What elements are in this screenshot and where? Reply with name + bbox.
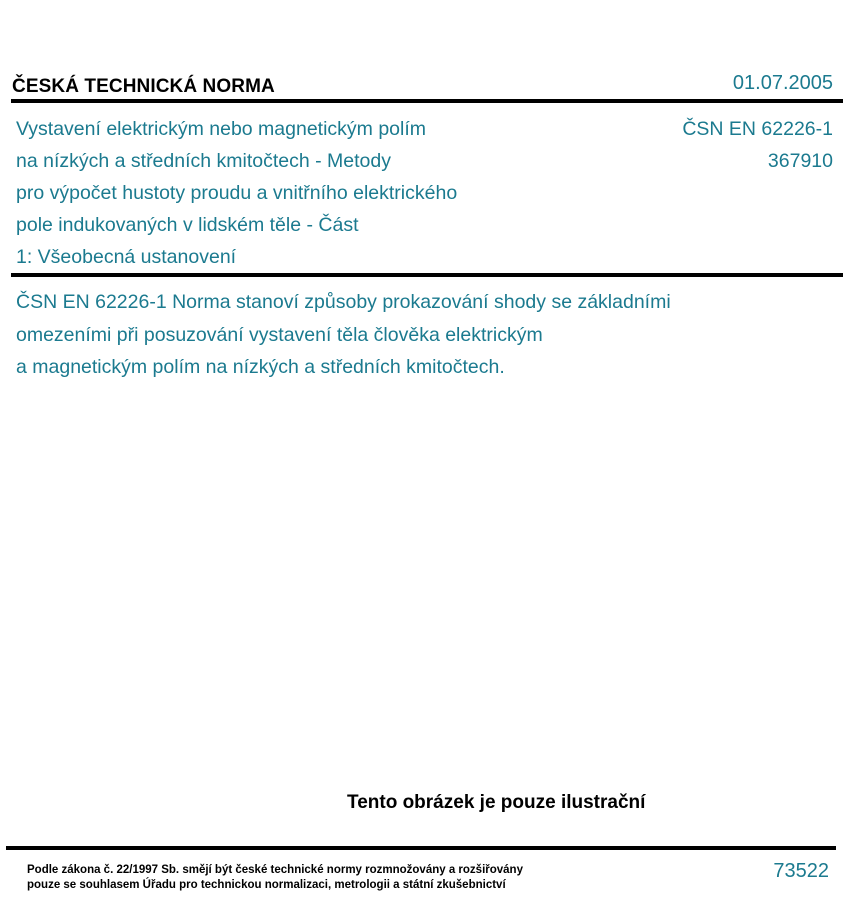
legal-line: Podle zákona č. 22/1997 Sb. smějí být české technické normy rozmnožovány a rozšiřovány [27, 864, 523, 876]
title-line: na nízkých a středních kmitočtech - Metody [16, 150, 391, 172]
middle-divider [11, 273, 843, 277]
legal-notice [27, 863, 523, 893]
abstract-line: ČSN EN 62226-1 Norma stanoví způsoby prokazování shody se základními [16, 291, 671, 313]
standard-identifiers [682, 113, 833, 177]
standard-code: ČSN EN 62226-1 [682, 118, 833, 140]
standard-title [16, 113, 576, 273]
abstract-line: omezeními při posuzování vystavení těla člověka elektrickým [16, 323, 543, 346]
top-divider [11, 99, 843, 103]
title-line: 1: Všeobecná ustanovení [16, 246, 237, 268]
footer-divider [6, 846, 836, 850]
title-line: Vystavení elektrickým nebo magnetickým polím [16, 118, 427, 140]
legal-line: pouze se souhlasem Úřadu pro technickou normalizaci, metrologii a státní zkušebnictví [27, 879, 506, 891]
document-number: 73522 [773, 860, 829, 882]
page-heading: ČESKÁ TECHNICKÁ NORMA [12, 76, 275, 97]
class-number: 367910 [767, 150, 833, 172]
title-line: pro výpočet hustoty proudu a vnitřního elektrického [16, 182, 458, 204]
publication-date: 01.07.2005 [732, 72, 833, 94]
illustration-note: Tento obrázek je pouze ilustrační [347, 792, 646, 813]
abstract-line: a magnetickým polím na nízkých a středních kmitočtech. [16, 356, 505, 378]
abstract [16, 286, 836, 384]
title-line: pole indukovaných v lidském těle - Část [16, 214, 359, 236]
